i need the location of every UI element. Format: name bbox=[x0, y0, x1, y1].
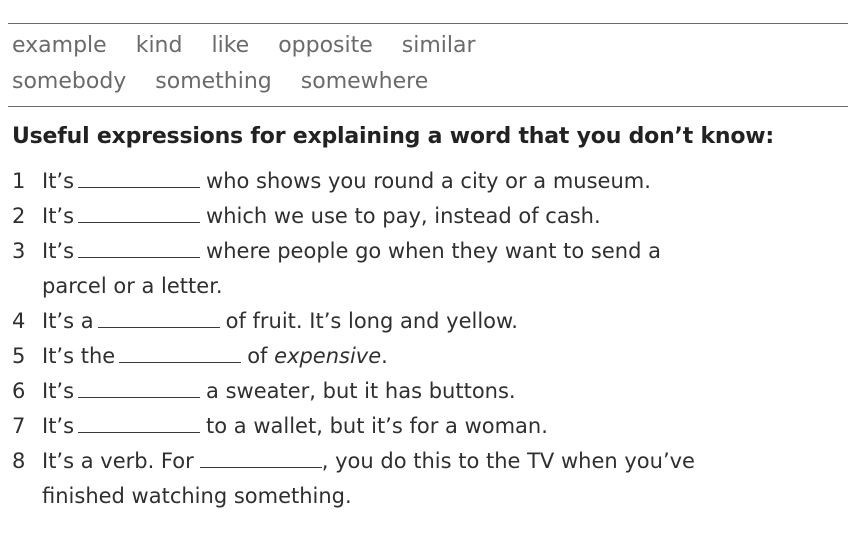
item-line bbox=[42, 199, 852, 234]
bottom-divider bbox=[8, 106, 848, 107]
item-continuation: finished watching something. bbox=[42, 484, 352, 508]
item-prefix: It’s bbox=[42, 169, 75, 193]
exercise-list bbox=[12, 164, 852, 514]
item-number: 5 bbox=[12, 344, 26, 368]
word-example: example bbox=[12, 33, 107, 58]
item-suffix: who shows you round a city or a museum. bbox=[206, 169, 651, 193]
item-suffix: of bbox=[247, 344, 268, 368]
section-heading: Useful expressions for explaining a word that you don’t know: bbox=[12, 124, 775, 149]
item-prefix: It’s bbox=[42, 204, 75, 228]
item-line bbox=[42, 234, 852, 269]
word-box bbox=[12, 28, 842, 100]
word-box-line-1 bbox=[12, 28, 842, 64]
item-number: 4 bbox=[12, 309, 26, 333]
exercise-item-2 bbox=[12, 199, 852, 234]
item-line bbox=[42, 164, 852, 199]
item-suffix: a sweater, but it has buttons. bbox=[206, 379, 516, 403]
word-like: like bbox=[211, 33, 250, 58]
answer-blank[interactable] bbox=[78, 239, 200, 258]
item-prefix: It’s bbox=[42, 379, 75, 403]
item-number: 1 bbox=[12, 169, 26, 193]
word-somewhere: somewhere bbox=[300, 69, 429, 94]
item-number: 2 bbox=[12, 204, 26, 228]
item-line bbox=[42, 444, 852, 479]
exercise-item-5 bbox=[12, 339, 852, 374]
item-number: 3 bbox=[12, 239, 26, 263]
word-kind: kind bbox=[135, 33, 183, 58]
item-number: 6 bbox=[12, 379, 26, 403]
item-line bbox=[42, 374, 852, 409]
answer-blank[interactable] bbox=[119, 344, 241, 363]
top-divider bbox=[8, 23, 848, 24]
word-similar: similar bbox=[401, 33, 476, 58]
item-suffix: , you do this to the TV when you’ve bbox=[321, 449, 695, 473]
word-something: something bbox=[155, 69, 272, 94]
item-emphasis: expensive bbox=[274, 344, 382, 368]
item-line bbox=[42, 304, 852, 339]
answer-blank[interactable] bbox=[78, 379, 200, 398]
item-number: 7 bbox=[12, 414, 26, 438]
item-suffix-end: . bbox=[381, 344, 388, 368]
item-line bbox=[42, 339, 852, 374]
item-prefix: It’s bbox=[42, 414, 75, 438]
answer-blank[interactable] bbox=[78, 169, 200, 188]
answer-blank[interactable] bbox=[78, 204, 200, 223]
answer-blank[interactable] bbox=[78, 414, 200, 433]
item-suffix: to a wallet, but it’s for a woman. bbox=[206, 414, 548, 438]
word-somebody: somebody bbox=[12, 69, 127, 94]
exercise-item-3 bbox=[12, 234, 852, 304]
item-suffix: of fruit. It’s long and yellow. bbox=[225, 309, 518, 333]
item-number: 8 bbox=[12, 449, 26, 473]
item-prefix: It’s a bbox=[42, 309, 94, 333]
exercise-item-6 bbox=[12, 374, 852, 409]
exercise-item-7 bbox=[12, 409, 852, 444]
item-continuation: parcel or a letter. bbox=[42, 274, 223, 298]
item-line bbox=[42, 409, 852, 444]
answer-blank[interactable] bbox=[98, 309, 220, 328]
item-prefix: It’s bbox=[42, 239, 75, 263]
answer-blank[interactable] bbox=[200, 449, 322, 468]
word-box-line-2 bbox=[12, 64, 842, 100]
item-suffix: where people go when they want to send a bbox=[206, 239, 661, 263]
item-prefix: It’s a verb. For bbox=[42, 449, 194, 473]
exercise-item-8 bbox=[12, 444, 852, 514]
word-opposite: opposite bbox=[278, 33, 373, 58]
item-suffix: which we use to pay, instead of cash. bbox=[206, 204, 601, 228]
exercise-item-1 bbox=[12, 164, 852, 199]
item-prefix: It’s the bbox=[42, 344, 116, 368]
exercise-item-4 bbox=[12, 304, 852, 339]
